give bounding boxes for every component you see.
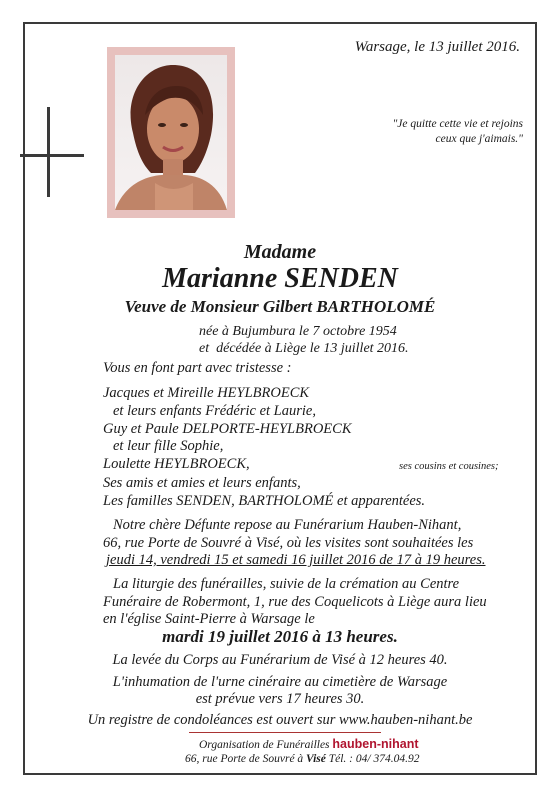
footer-contact — [185, 753, 419, 765]
visitation-line-1: Notre chère Défunte repose au Funérarium Hauben-Nihant, — [113, 517, 462, 533]
visitation-dates: jeudi 14, vendredi 15 et samedi 16 juillet 2016 de 17 à 19 heures. — [106, 552, 486, 568]
footer-separator — [189, 732, 381, 733]
urn-line-2: est prévue vers 17 heures 30. — [195, 691, 365, 707]
org-label: Organisation de Funérailles — [199, 739, 330, 751]
portrait-photo — [115, 55, 227, 210]
cross-horizontal — [20, 154, 84, 157]
brand-logo: hauben-nihant — [332, 737, 419, 751]
footer-org — [199, 737, 419, 751]
date-line: Warsage, le 13 juillet 2016. — [354, 39, 520, 55]
ceremony-date: mardi 19 juillet 2016 à 13 heures. — [162, 627, 398, 646]
urn-line-1: L'inhumation de l'urne cinéraire au cimetière de Warsage — [112, 674, 448, 690]
relation-note: ses cousins et cousines; — [399, 461, 499, 472]
registry-line: Un registre de condoléances est ouvert sur www.hauben-nihant.be — [87, 712, 473, 728]
honorific: Madame — [243, 241, 317, 263]
portrait-illustration — [115, 55, 227, 210]
widow-line: Veuve de Monsieur Gilbert BARTHOLOMÉ — [124, 297, 436, 316]
footer-city: Visé — [306, 753, 326, 765]
family-line: et leur fille Sophie, — [113, 438, 224, 454]
ceremony-line-2: Funéraire de Robermont, 1, rue des Coquelicots à Liège aura lieu — [103, 594, 487, 610]
ceremony-line-1: La liturgie des funérailles, suivie de la crémation au Centre — [113, 576, 460, 592]
deceased-name: Marianne SENDEN — [162, 263, 398, 294]
portrait-frame — [107, 47, 235, 218]
ceremony-line-3: en l'église Saint-Pierre à Warsage le — [103, 611, 315, 627]
family-line: et leurs enfants Frédéric et Laurie, — [113, 403, 316, 419]
friends-line: Ses amis et amies et leurs enfants, — [103, 475, 301, 491]
epitaph-quote: "Je quitte cette vie et rejoins ceux que j'aimais." — [392, 118, 523, 145]
levee-line: La levée du Corps au Funérarium de Visé à 12 heures 40. — [112, 652, 448, 668]
family-line: Guy et Paule DELPORTE-HEYLBROECK — [103, 421, 352, 437]
family-line: Loulette HEYLBROECK, — [103, 456, 250, 472]
family-line: Jacques et Mireille HEYLBROECK — [103, 385, 310, 401]
birth-death-lines: née à Bujumbura le 7 octobre 1954 et décédée à Liège le 13 juillet 2016. — [199, 324, 409, 356]
cross-vertical — [47, 107, 50, 197]
footer-address: 66, rue Porte de Souvré à — [185, 753, 304, 765]
families-line: Les familles SENDEN, BARTHOLOMÉ et apparentées. — [103, 493, 426, 509]
footer-phone: Tél. : 04/ 374.04.92 — [328, 753, 420, 765]
family-intro: Vous en font part avec tristesse : — [103, 360, 292, 376]
visitation-line-2: 66, rue Porte de Souvré à Visé, où les visites sont souhaitées les — [103, 535, 474, 551]
